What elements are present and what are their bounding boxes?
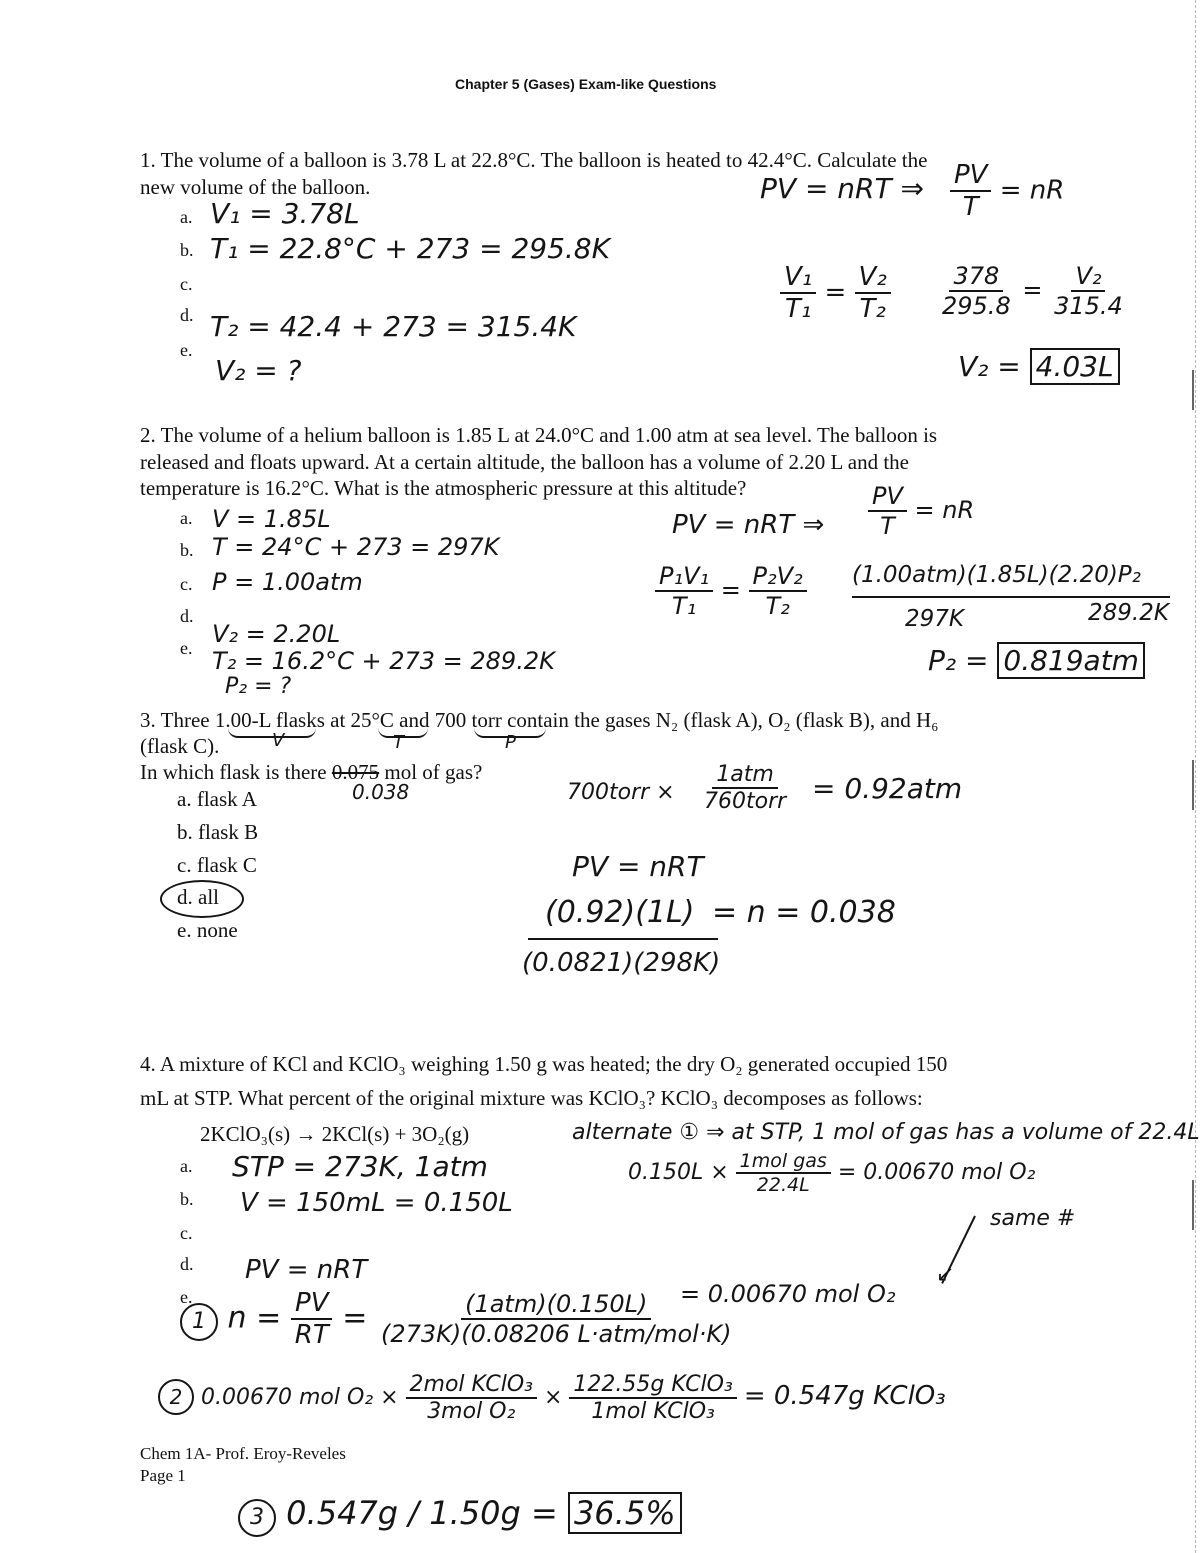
q4-hw-s2-start: 0.00670 mol O₂ × xyxy=(201,1385,399,1410)
footer-course: Chem 1A- Prof. Eroy-Reveles xyxy=(140,1444,346,1463)
q1-hw-t2d: T₂ xyxy=(859,294,886,324)
q3-hw-brace-t xyxy=(378,728,428,738)
q1-hw-v2: V₂ = ? xyxy=(215,354,302,387)
q4-text-line1: 4. A mixture of KCl and KClO₃ weighing 1.50 g was heated; the dry O₂ generated occupied 150 xyxy=(140,1052,948,1076)
scan-mark xyxy=(1192,370,1194,410)
q4-option-d: d. xyxy=(180,1254,194,1274)
q1-hw-nv2: V₂ xyxy=(1071,262,1105,292)
q4-hw-n-subst-num: (1atm)(0.150L) xyxy=(461,1290,651,1320)
q1-hw-d3154: 315.4 xyxy=(1054,292,1123,320)
q1-option-d: d. xyxy=(180,305,194,325)
q4-hw-s2-num2: 122.55g KClO₃ xyxy=(569,1372,736,1399)
q4-option-e: e. xyxy=(180,1287,193,1307)
q3-text-line3-post: mol of gas? xyxy=(379,760,483,784)
q1-hw-pvt-num: PV xyxy=(950,160,991,192)
q1-hw-combined-law xyxy=(780,262,891,324)
q3-hw-atm-num: 1atm xyxy=(712,762,778,789)
q4-hw-s2-num1: 2mol KClO₃ xyxy=(406,1372,537,1399)
q1-option-a: a. xyxy=(180,207,193,227)
q2-hw-p1v1: P₁V₁ xyxy=(655,562,713,592)
q4-hw-s2-den2: 1mol KClO₃ xyxy=(591,1399,715,1424)
q1-hw-t2: T₂ = 42.4 + 273 = 315.4K xyxy=(210,310,577,343)
q1-hw-n378: 378 xyxy=(949,262,1003,292)
q4-hw-alt-res: = 0.00670 mol O₂ xyxy=(837,1160,1036,1185)
q3-text-line3 xyxy=(140,760,482,785)
q2-hw-t2: T₂ = 16.2°C + 273 = 289.2K xyxy=(212,647,555,675)
q1-hw-eq: = xyxy=(824,277,847,308)
q4-option-a: a. xyxy=(180,1156,193,1176)
q1-option-c: c. xyxy=(180,274,193,294)
q3-hw-calc-bar xyxy=(528,938,718,940)
q2-hw-pvnrt: PV = nRT ⇒ xyxy=(672,510,825,540)
q3-option-a: a. flask A xyxy=(177,787,257,811)
q1-hw-v1n: V₁ xyxy=(780,262,816,294)
q4-hw-s3-calc: 0.547g / 1.50g = xyxy=(286,1494,558,1532)
q4-hw-step2-row xyxy=(158,1372,946,1424)
q1-hw-t1: T₁ = 22.8°C + 273 = 295.8K xyxy=(210,232,610,265)
q2-hw-p2v2: P₂V₂ xyxy=(749,562,807,592)
page-title: Chapter 5 (Gases) Exam-like Questions xyxy=(455,76,717,92)
q1-hw-t1d: T₁ xyxy=(784,294,812,324)
q3-hw-calc-den: (0.0821)(298K) xyxy=(522,948,721,978)
q4-hw-alt-num: 1mol gas xyxy=(736,1150,831,1174)
q3-struck-value: 0.075 xyxy=(331,760,380,784)
q1-text-line2: new volume of the balloon. xyxy=(140,175,371,199)
q2-answer-box: 0.819atm xyxy=(997,642,1145,679)
q2-text-line3: temperature is 16.2°C. What is the atmospheric pressure at this altitude? xyxy=(140,476,747,500)
q2-text-line1: 2. The volume of a helium balloon is 1.85 L at 24.0°C and 1.00 atm at sea level. The balloon is xyxy=(140,423,938,447)
q1-hw-d2958: 295.8 xyxy=(942,292,1011,320)
q4-option-b: b. xyxy=(180,1189,194,1209)
q4-step2-marker: 2 xyxy=(158,1379,194,1415)
q3-hw-calc-res: = n = 0.038 xyxy=(712,895,896,930)
q4-hw-pvnrt: PV = nRT xyxy=(245,1255,368,1285)
q4-step3-marker: 3 xyxy=(238,1499,276,1537)
q4-hw-arrow-head: ↙ xyxy=(936,1262,955,1287)
q4-hw-alt-den: 22.4L xyxy=(756,1174,810,1196)
q2-hw-d297: 297K xyxy=(905,606,964,632)
q3-hw-label-t: T xyxy=(393,732,404,753)
q3-hw-brace-v xyxy=(228,728,316,738)
q3-hw-label-p: P xyxy=(505,732,516,753)
q1-hw-pvnrt: PV = nRT ⇒ xyxy=(760,172,924,205)
q1-hw-pvt-den: T xyxy=(962,192,979,222)
q1-hw-pvt-rhs: = nR xyxy=(999,175,1065,206)
q1-hw-answer-line xyxy=(958,350,1120,383)
q3-selected-circle xyxy=(160,880,244,918)
footer-page: Page 1 xyxy=(140,1466,186,1485)
scan-mark xyxy=(1192,760,1194,810)
q4-step1-marker: 1 xyxy=(180,1303,218,1341)
q1-hw-v2n: V₂ xyxy=(855,262,891,294)
q2-hw-p: P = 1.00atm xyxy=(212,568,363,596)
q3-hw-pvnrt: PV = nRT xyxy=(572,850,704,883)
q2-option-b: b. xyxy=(180,540,194,560)
q3-hw-torr: 700torr × xyxy=(567,780,675,805)
q3-hw-atm-conv xyxy=(700,762,790,814)
q3-option-c: c. flask C xyxy=(177,853,257,877)
q1-hw-v2eq: V₂ = xyxy=(958,350,1021,383)
q3-hw-brace-p xyxy=(474,728,546,738)
q3-option-e: e. none xyxy=(177,918,238,942)
q4-hw-same: same # xyxy=(990,1206,1076,1231)
q4-hw-vol: V = 150mL = 0.150L xyxy=(240,1188,513,1218)
q3-option-d: d. all xyxy=(177,885,219,909)
q2-option-c: c. xyxy=(180,574,193,594)
q4-option-c: c. xyxy=(180,1223,193,1243)
q4-answer-box: 36.5% xyxy=(568,1492,682,1534)
q2-hw-v: V = 1.85L xyxy=(212,505,331,533)
q2-hw-combined-law xyxy=(655,562,807,620)
q3-option-b: b. flask B xyxy=(177,820,259,844)
q4-reaction: 2KClO₃(s) → 2KCl(s) + 3O₂(g) xyxy=(200,1122,470,1146)
q2-hw-pvt-num: PV xyxy=(868,482,907,512)
q2-option-a: a. xyxy=(180,508,193,528)
q3-hw-atm-res: = 0.92atm xyxy=(812,772,963,805)
q2-hw-t1: T₁ xyxy=(671,592,697,620)
q2-hw-t: T = 24°C + 273 = 297K xyxy=(212,533,500,561)
q1-answer-box: 4.03L xyxy=(1030,348,1120,385)
q3-text-line1: 3. Three 1.00-L flasks at 25°C and 700 torr contain the gases N₂ (flask A), O₂ (flask B), and H₆ xyxy=(140,708,939,732)
q2-hw-p2: P₂ = ? xyxy=(225,674,292,699)
q2-hw-t2d: T₂ xyxy=(765,592,790,620)
q2-option-d: d. xyxy=(180,606,194,626)
q2-hw-pvt-rhs: = nR xyxy=(914,496,975,524)
scan-mark xyxy=(1192,1180,1194,1230)
q3-text-line2: (flask C). xyxy=(140,734,220,758)
q2-hw-answer-line xyxy=(928,644,1145,677)
q4-hw-step1-row xyxy=(180,1288,736,1350)
q2-hw-pvt-den: T xyxy=(880,512,895,540)
q2-hw-subst-num: (1.00atm)(1.85L)(2.20)P₂ xyxy=(852,562,1141,588)
q4-text-line2: mL at STP. What percent of the original mixture was KClO₃? KClO₃ decomposes as follows: xyxy=(140,1086,923,1110)
q4-hw-s2-res: = 0.547g KClO₃ xyxy=(743,1381,946,1411)
q3-hw-calc-num: (0.92)(1L) xyxy=(545,895,695,930)
q4-hw-step3-row xyxy=(238,1494,682,1537)
q1-hw-v1: V₁ = 3.78L xyxy=(210,197,360,230)
q3-text-line3-pre: In which flask is there xyxy=(140,760,332,784)
q4-hw-eq: = xyxy=(342,1300,368,1336)
q1-hw-substitution xyxy=(938,262,1127,320)
q4-hw-s2-x: × xyxy=(543,1385,563,1410)
q2-hw-v2: V₂ = 2.20L xyxy=(212,620,341,648)
q4-hw-stp: STP = 273K, 1atm xyxy=(232,1150,488,1183)
q4-hw-n-res: = 0.00670 mol O₂ xyxy=(680,1280,896,1308)
q1-hw-eq2: = xyxy=(1022,276,1043,304)
q4-hw-alternate: alternate ① ⇒ at STP, 1 mol of gas has a volume of 22.4L xyxy=(572,1120,1200,1145)
q2-hw-pvt xyxy=(868,482,974,540)
q4-hw-n-num: PV xyxy=(291,1288,332,1320)
scan-edge xyxy=(1195,0,1196,1553)
q4-hw-alt-pre: 0.150L × xyxy=(628,1160,729,1185)
q2-hw-fraction-bar xyxy=(852,596,1170,598)
q1-text-line1: 1. The volume of a balloon is 3.78 L at 22.8°C. The balloon is heated to 42.4°C. Calculate the xyxy=(140,148,928,172)
q1-option-b: b. xyxy=(180,240,194,260)
q1-option-e: e. xyxy=(180,340,193,360)
q4-hw-s2-den1: 3mol O₂ xyxy=(427,1399,516,1424)
q4-hw-n-den: RT xyxy=(294,1320,329,1350)
q2-text-line2: released and floats upward. At a certain altitude, the balloon has a volume of 2.20 L and the xyxy=(140,450,909,474)
q4-hw-n-eq: n = xyxy=(227,1300,282,1336)
q3-hw-n038: 0.038 xyxy=(352,780,410,804)
q2-hw-eq: = xyxy=(720,576,741,604)
q1-hw-pvt xyxy=(950,160,1064,222)
q4-hw-alt-calc xyxy=(628,1150,1035,1196)
q4-hw-n-subst-den: (273K)(0.08206 L·atm/mol·K) xyxy=(380,1320,732,1348)
q3-hw-label-v: V xyxy=(272,730,285,751)
q2-hw-p2eq: P₂ = xyxy=(928,644,989,677)
q2-hw-d2892: 289.2K xyxy=(1088,600,1169,626)
q3-hw-atm-den: 760torr xyxy=(704,789,787,814)
q2-option-e: e. xyxy=(180,638,193,658)
